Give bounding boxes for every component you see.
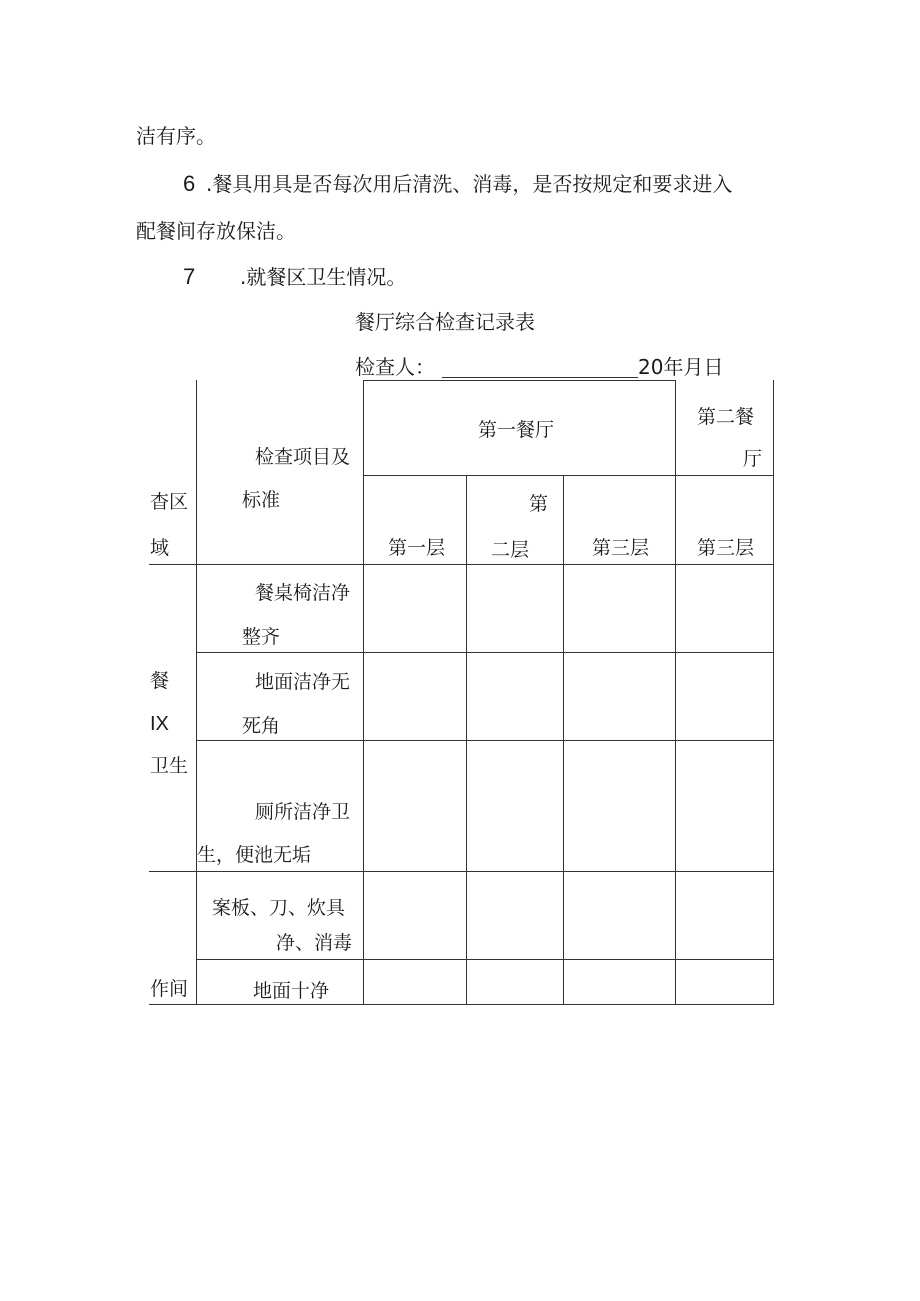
item-toilet-line-1: 厕所洁净卫 — [255, 801, 351, 823]
table-line — [363, 380, 675, 381]
table-line — [196, 652, 774, 653]
table-line — [149, 1004, 774, 1005]
table-line — [466, 475, 467, 1005]
inspector-label: 检查人： — [355, 355, 435, 379]
table-line — [563, 475, 564, 1005]
table-line — [675, 380, 676, 1005]
item-floor-line-1: 地面洁净无 — [255, 671, 351, 693]
zone-dining-label-line-3: 卫生 — [150, 755, 189, 777]
item-tables-line-1: 餐桌椅洁净 — [255, 582, 351, 604]
item-tables-line-2: 整齐 — [242, 626, 281, 648]
header-floor-2-line-1: 第 — [529, 493, 549, 515]
table-line — [363, 380, 364, 1005]
table-line — [149, 564, 774, 565]
header-restaurant-1: 第一餐厅 — [478, 419, 555, 441]
table-line — [196, 740, 774, 741]
table-line — [149, 871, 774, 872]
header-restaurant-2-line-1: 第二餐 — [697, 406, 755, 428]
zone-dining-label-line-2: IX — [150, 713, 169, 735]
item-kitchen-floor: 地面十净 — [253, 980, 330, 1002]
header-area-line-1: 杳区 — [150, 491, 189, 513]
header-floor-2-line-2: 二层 — [491, 539, 530, 561]
paragraph-7-number: 7 — [183, 264, 196, 289]
header-restaurant-2-line-2: 厅 — [743, 448, 763, 470]
paragraph-5-tail: 洁有序。 — [136, 124, 216, 148]
table-line — [196, 959, 774, 960]
item-cutting-board-line-2: 净、消毒 — [276, 932, 353, 954]
paragraph-6-line-2: 配餐间存放保洁。 — [136, 219, 296, 243]
table-line — [196, 380, 197, 1005]
item-floor-line-2: 死角 — [242, 715, 281, 737]
header-floor-1: 第一层 — [388, 537, 446, 559]
header-item-line-1: 检查项目及 — [255, 446, 351, 468]
zone-dining-label-line-1: 餐 — [150, 670, 170, 692]
header-floor-3: 第三层 — [592, 537, 650, 559]
zone-kitchen-label: 作间 — [150, 978, 189, 1000]
header-floor-3-restaurant-2: 第三层 — [697, 537, 755, 559]
paragraph-7-text: .就餐区卫生情况。 — [240, 265, 407, 289]
table-line — [363, 475, 774, 476]
form-title: 餐厅综合检查记录表 — [355, 310, 535, 334]
item-toilet-line-2: 生，便池无垢 — [197, 844, 312, 866]
header-item-line-2: 标准 — [242, 489, 281, 511]
table-line — [773, 380, 774, 1005]
inspector-signature-line — [442, 377, 638, 378]
item-cutting-board-line-1: 案板、刀、炊具 — [212, 897, 346, 919]
paragraph-6-line-1: .餐具用具是否每次用后清洗、消毒，是否按规定和要求进入 — [206, 172, 733, 196]
paragraph-6-number: 6 — [183, 171, 196, 196]
header-area-line-2: 域 — [150, 537, 170, 559]
date-label: 20年月日 — [638, 355, 724, 379]
